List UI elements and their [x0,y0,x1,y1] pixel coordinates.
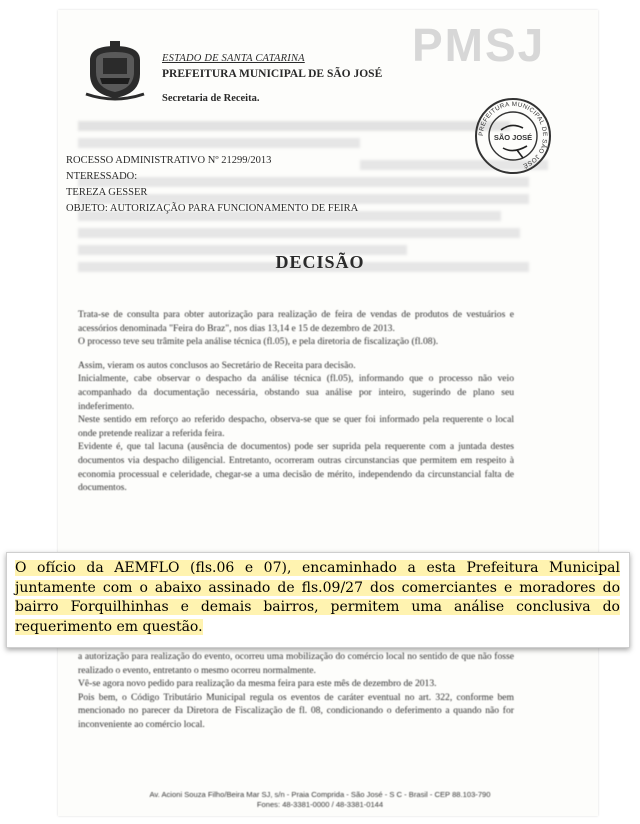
body-paragraphs-bottom [78,650,514,732]
processo-line: ROCESSO ADMINISTRATIVO Nº 21299/2013 [66,155,272,166]
interessado-label: NTERESSADO: [66,171,138,182]
highlighted-paragraph: O ofício da AEMFLO (fls.06 e 07), encaminhado a esta Prefeitura Municipal juntamente com o abaixo assinado de fls.09/27 dos comerciantes e moradores do bairro Forquilhinhas e demais bairros, permitem uma análise conclusiva do requerimento em questão. [15,560,620,635]
body-paragraphs-top [78,308,514,495]
paragraph-7: a autorização para realização do evento, ocorreu uma mobilização do comércio local no sentido de que não fosse realizado o evento, entretanto o mesmo ocorreu normalmente. [78,651,514,676]
page-title: DECISÃO [275,252,365,272]
paragraph-5: Neste sentido em reforço ao referido despacho, observa-se que se quer foi informado pela requerente o local onde pretende realizar a referida feira. [78,414,514,439]
footer-address: Av. Acioni Souza Filho/Beira Mar SJ, s/n - Praia Comprida - São José - S C - Brasil - CEP 88.103-790 [149,790,491,799]
objeto-line: OBJETO: AUTORIZAÇÃO PARA FUNCIONAMENTO DE FEIRA [66,203,359,214]
official-stamp-icon [473,96,553,176]
secretaria-name: Secretaria de Receita. [162,93,260,104]
paragraph-3: Assim, vieram os autos conclusos ao Secretário de Receita para decisão. [78,359,356,371]
paragraph-8: Vê-se agora novo pedido para realização da mesma feira para este mês de dezembro de 2013. [78,678,437,690]
coat-of-arms-icon [84,40,146,102]
prefeitura-name: PREFEITURA MUNICIPAL DE SÃO JOSÉ [162,68,383,80]
stamp-center-text: SÃO JOSÉ [493,133,533,142]
pmsj-watermark: PMSJ [412,19,546,71]
footer-phones: Fones: 48-3381-0000 / 48-3381-0144 [256,800,384,809]
highlighted-excerpt [6,552,630,648]
paragraph-4: Inicialmente, cabe observar o despacho da análise técnica (fl.05), informando que o processo não veio acompanhado da documentação necessária, obstando sua análise por inteiro, sugerindo de plano seu indeferimento. [78,373,514,412]
state-name: ESTADO DE SANTA CATARINA [162,53,305,64]
interessado-name: TEREZA GESSER [66,187,148,198]
paragraph-1: Trata-se de consulta para obter autorização para realização de feira de vendas de produtos de vestuários e acessórios denominada "Feira do Braz", nos dias 13,14 e 15 de dezembro de 2013. [78,309,514,334]
paragraph-2: O processo teve seu trâmite pela análise técnica (fl.05), e pela diretoria de fiscalização (fl.08). [78,336,439,348]
paragraph-9: Pois bem, o Código Tributário Municipal regula os eventos de caráter eventual no art. 322, conforme bem mencionado no parecer da Diretora de Fiscalização de fl. 08, condicionando o deferimento a quando não for inconveniente ao comércio local. [78,691,514,730]
stamp-ring-text: PREFEITURA MUNICIPAL DE SÃO JOSÉ [477,100,549,170]
paragraph-6: Evidente é, que tal lacuna (ausência de documentos) pode ser suprida pela requerente com a juntada destes documentos via despacho diligencial. Entretanto, ocorreram outras circunstancias que permitem em respeito à economia processual e celeridade, chegar-se a uma decisão de mérito, independendo da circunstancial falta de documentos. [78,441,514,494]
